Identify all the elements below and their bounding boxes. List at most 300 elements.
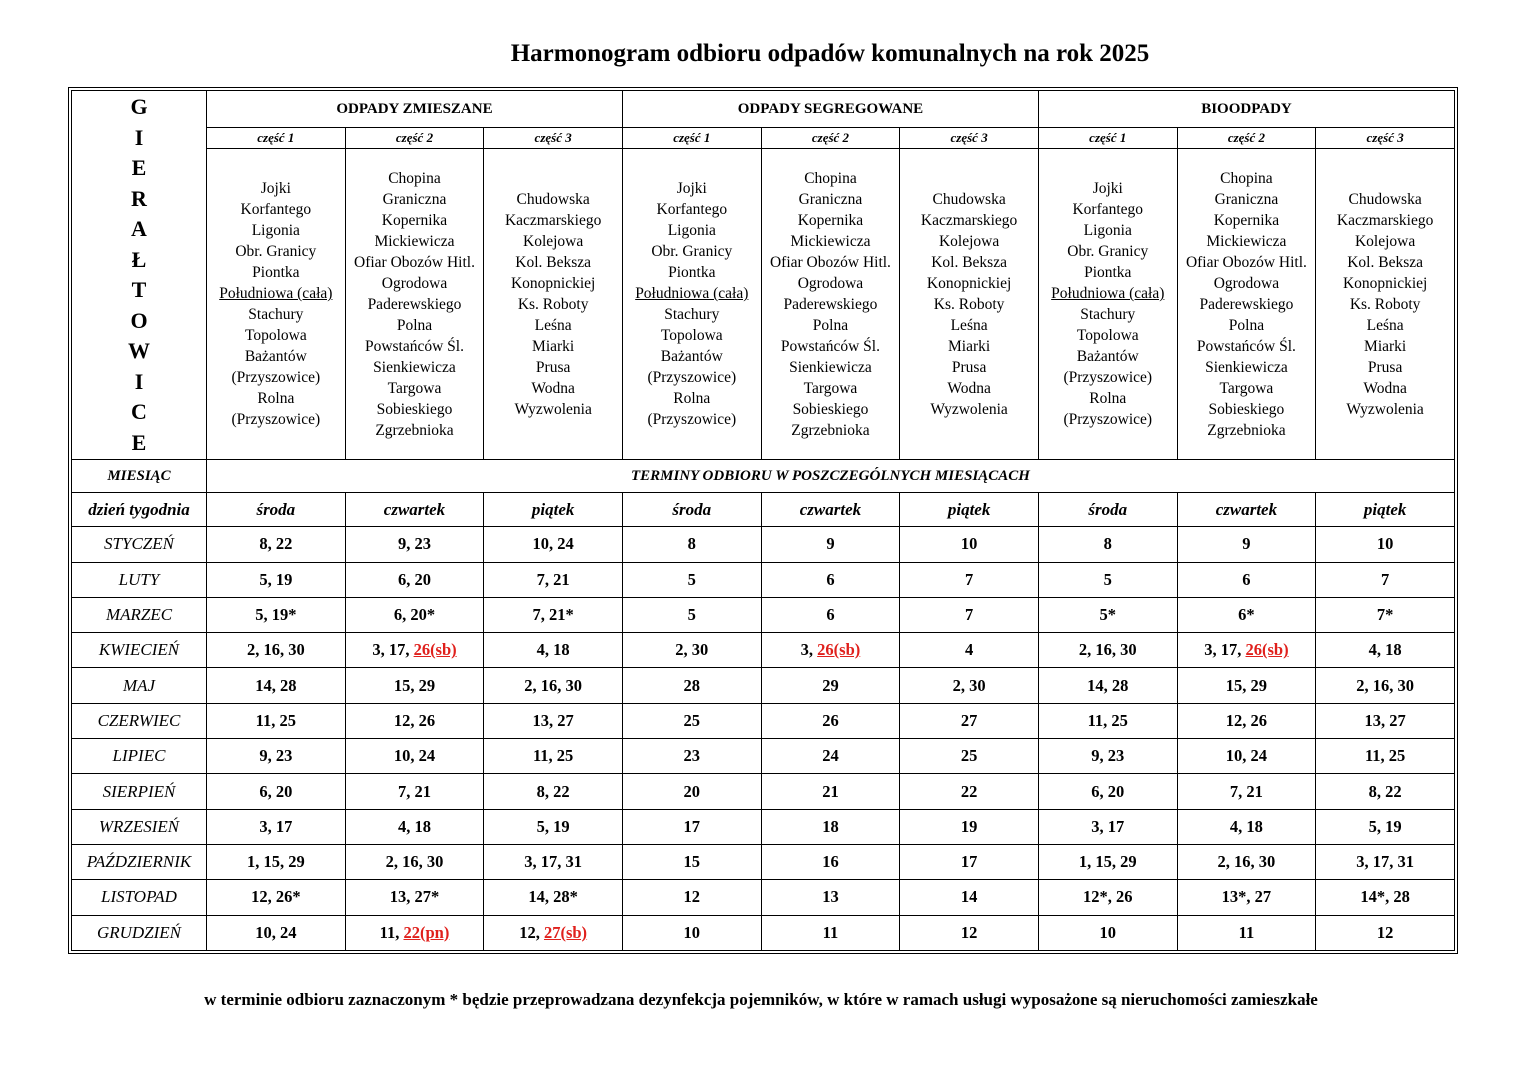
date-cell [1316,774,1455,809]
street-list [484,149,623,460]
street-name: Stachury [1080,306,1136,324]
date-cell [761,880,900,915]
date-cell [484,562,623,597]
date-text: 5, 19 [1368,816,1402,836]
street-name: Paderewskiego [1199,295,1294,313]
date-text: 28 [683,675,701,695]
date-cell [1316,845,1455,880]
street-name: Jojki [1092,180,1123,198]
street-name: Piontka [252,264,300,282]
street-name: Rolna [673,390,711,408]
date-text: 5, 19 [536,816,570,836]
date-cell [345,774,484,809]
street-name: Powstańców Śl. [1196,337,1296,355]
part-header: część 3 [900,128,1039,149]
month-name: KWIECIEŃ [72,633,207,668]
date-cell [1316,739,1455,774]
street-name: Rolna [257,390,295,408]
street-name: Rolna [1089,390,1127,408]
date-cell [484,845,623,880]
date-cell [622,527,761,562]
miesiac-label: MIESIĄC [72,460,207,493]
street-name: Sobieskiego [376,400,453,418]
date-cell [484,915,623,950]
date-cell [345,668,484,703]
date-text: 12*, 26 [1083,887,1133,907]
street-name: Wyzwolenia [1346,400,1424,418]
date-text: 10, 24 [393,746,436,766]
street-name: Kaczmarskiego [920,211,1018,229]
street-name: Chudowska [932,190,1006,208]
date-cell [484,880,623,915]
date-text: 3, 17 [259,816,293,836]
street-name: Kopernika [1213,211,1280,229]
date-text: 24 [822,746,839,766]
street-name: Prusa [1367,358,1403,376]
street-name: Jojki [676,180,707,198]
street-name: Południowa (cała) [1051,285,1165,303]
month-row [72,845,1455,880]
date-cell [207,562,346,597]
date-cell [207,739,346,774]
street-name: Chudowska [1348,190,1422,208]
date-text: 6, 20 [397,569,431,589]
date-cell [484,809,623,844]
date-text: 2, 16, 30 [1217,852,1276,872]
date-text: 12 [683,887,701,907]
street-name: Konopnickiej [1342,274,1428,292]
date-text: 4 [964,640,974,660]
street-name: Wyzwolenia [514,400,592,418]
date-cell [345,597,484,632]
date-cell [345,703,484,738]
date-cell [1316,915,1455,950]
street-name: Topolowa [244,327,307,345]
date-text: 4, 18 [536,640,570,660]
date-text: 4, 18 [1368,640,1402,660]
street-list [900,149,1039,460]
street-name: (Przyszowice) [647,411,737,429]
date-text: 6 [1242,569,1251,589]
street-name: Prusa [535,358,571,376]
street-name: Zgrzebnioka [375,421,454,439]
date-cell [1038,703,1177,738]
date-cell [900,915,1039,950]
date-cell [1316,703,1455,738]
date-text: 3, [800,640,818,660]
month-row [72,915,1455,950]
street-name: Ofiar Obozów Hitl. [769,253,891,271]
part-header: część 1 [207,128,346,149]
date-text: 11, 25 [1364,746,1406,766]
date-text: 12, 26 [393,710,436,730]
date-cell [207,633,346,668]
street-name: Kopernika [381,211,448,229]
street-name: Wodna [531,379,575,397]
street-name: Bażantów [660,348,723,366]
date-cell [761,527,900,562]
town-letter: C [131,399,147,425]
date-text: 14 [960,887,978,907]
street-name: Korfantego [240,201,312,219]
date-cell [761,562,900,597]
date-text: 7 [1381,569,1390,589]
date-cell [1316,562,1455,597]
date-text: 25 [960,746,978,766]
date-text: 11, 25 [1087,710,1128,730]
group-header-mixed: ODPADY ZMIESZANE [207,91,623,128]
date-cell [1038,562,1177,597]
town-letter: E [131,155,147,181]
date-text: 9, 23 [1091,746,1125,766]
street-name: Wodna [947,379,991,397]
date-cell [1177,633,1316,668]
street-name: (Przyszowice) [647,369,737,387]
date-text: 3, 17, [372,640,414,660]
date-text: 12, 26* [251,887,301,907]
street-name: Piontka [1084,264,1132,282]
street-name: Prusa [951,358,987,376]
date-text: 8, 22 [536,781,570,801]
date-cell [484,633,623,668]
street-name: Sobieskiego [1208,400,1285,418]
date-text: 2, 30 [952,675,986,695]
date-text: 15, 29 [393,675,436,695]
date-text: 10, 24 [255,922,297,942]
date-cell [761,739,900,774]
date-cell [1038,527,1177,562]
street-name: Mickiewicza [1206,232,1287,250]
date-cell [900,809,1039,844]
month-name: LIPIEC [72,739,207,774]
street-name: Ligonia [251,222,300,240]
street-list [1038,149,1177,460]
date-cell [622,739,761,774]
date-cell [761,668,900,703]
date-cell [1038,809,1177,844]
date-highlight: 26(sb) [413,640,457,660]
date-cell [761,915,900,950]
date-cell [484,597,623,632]
weekday-cell: czwartek [1177,493,1316,527]
date-text: 10 [1099,922,1117,942]
street-name: Ofiar Obozów Hitl. [1185,253,1307,271]
date-text: 6 [826,604,835,624]
date-text: 8, 22 [259,534,293,554]
date-cell [1177,668,1316,703]
street-name: Leśna [1366,316,1404,334]
date-text: 6 [826,569,835,589]
date-cell [1316,668,1455,703]
date-text: 2, 30 [675,640,709,660]
street-name: Konopnickiej [926,274,1012,292]
street-name: Sienkiewicza [373,358,456,376]
month-name: CZERWIEC [72,703,207,738]
street-name: Bażantów [244,348,307,366]
street-name: Ks. Roboty [517,295,589,313]
date-text: 17 [683,816,701,836]
date-text: 2, 16, 30 [385,852,444,872]
street-name: Ogrodowa [1213,274,1280,292]
date-cell [1177,845,1316,880]
date-text: 2, 16, 30 [524,675,583,695]
street-list [345,149,484,460]
date-text: 11 [1238,922,1255,942]
date-cell [1038,915,1177,950]
group-header-segregated: ODPADY SEGREGOWANE [622,91,1038,128]
date-text: 3, 17, [1204,640,1246,660]
date-cell [1177,774,1316,809]
date-cell [1177,703,1316,738]
weekday-cell: piątek [1316,493,1455,527]
date-cell [1038,739,1177,774]
date-text: 5 [687,604,696,624]
page-title: Harmonogram odbioru odpadów komunalnych na rok 2025 [510,40,1150,67]
month-row [72,633,1455,668]
street-name: Leśna [950,316,988,334]
street-list [761,149,900,460]
date-cell [622,809,761,844]
date-text: 7, 21 [397,781,431,801]
street-name: Obr. Granicy [1067,243,1149,261]
date-text: 11, [379,922,404,942]
date-cell [761,703,900,738]
street-name: Polna [812,316,849,334]
schedule-table [71,90,1455,951]
date-text: 16 [822,852,839,872]
date-cell [622,668,761,703]
street-name: Chopina [388,169,441,187]
date-text: 2, 16, 30 [1356,675,1414,695]
month-row [72,597,1455,632]
part-header: część 1 [622,128,761,149]
date-text: 23 [683,746,701,766]
date-cell [900,527,1039,562]
street-name: Sobieskiego [792,400,869,418]
month-name: PAŹDZIERNIK [72,845,207,880]
terminy-label: TERMINY ODBIORU W POSZCZEGÓLNYCH MIESIĄCACH [207,460,1455,493]
street-name: Topolowa [1076,327,1139,345]
date-text: 10, 24 [1225,746,1268,766]
street-name: Chudowska [516,190,590,208]
date-text: 5* [1099,604,1117,624]
weekday-cell: piątek [484,493,623,527]
date-text: 8 [687,534,696,554]
part-header: część 1 [1038,128,1177,149]
date-cell [900,774,1039,809]
date-cell [345,633,484,668]
street-name: Kol. Beksza [1347,253,1423,271]
date-cell [900,633,1039,668]
weekday-cell: środa [1038,493,1177,527]
date-cell [900,562,1039,597]
date-text: 29 [822,675,839,695]
town-letter: T [131,277,147,303]
date-cell [345,845,484,880]
date-text: 12 [1376,922,1394,942]
street-name: Paderewskiego [783,295,878,313]
date-cell [1038,668,1177,703]
date-text: 21 [822,781,839,801]
date-text: 2, 16, 30 [1078,640,1137,660]
date-text: 3, 17, 31 [524,852,583,872]
date-text: 11, 25 [532,746,574,766]
street-name: Miarki [532,337,575,355]
date-text: 13, 27 [532,710,574,730]
month-name: MAJ [72,668,207,703]
street-name: Targowa [387,379,442,397]
date-cell [207,597,346,632]
date-cell [207,703,346,738]
date-text: 6, 20 [259,781,293,801]
group-header-row [72,91,1455,128]
street-name: Wyzwolenia [930,400,1008,418]
date-text: 9, 23 [397,534,431,554]
footnote: w terminie odbioru zaznaczonym * będzie przeprowadzana dezynfekcja pojemników, w które w ramach usługi wyposażone są nieruchomości zamieszkałe [204,990,1318,1009]
date-text: 19 [960,816,978,836]
town-letter: G [130,94,148,120]
date-text: 7, 21* [532,604,574,624]
street-name: Obr. Granicy [651,243,733,261]
date-cell [207,527,346,562]
month-row [72,703,1455,738]
town-letter: I [134,124,144,150]
date-text: 1, 15, 29 [1078,852,1137,872]
street-name: Stachury [664,306,720,324]
date-text: 4, 18 [1229,816,1263,836]
month-row [72,668,1455,703]
date-cell [345,809,484,844]
date-cell [1038,880,1177,915]
date-text: 14*, 28 [1360,887,1410,907]
street-name: Kolejowa [938,232,1000,250]
date-text: 11 [822,922,839,942]
street-name: Leśna [534,316,572,334]
street-name: Południowa (cała) [635,285,749,303]
street-name: Chopina [1220,169,1273,187]
date-text: 7* [1376,604,1394,624]
date-cell [1177,597,1316,632]
date-text: 15 [683,852,701,872]
street-name: Ligonia [667,222,716,240]
date-cell [761,774,900,809]
street-name: Graniczna [1214,190,1279,208]
date-text: 3, 17, 31 [1356,852,1414,872]
street-name: (Przyszowice) [231,411,321,429]
town-name-vertical [72,91,207,460]
part-header: część 3 [1316,128,1455,149]
street-list [622,149,761,460]
street-name: Ofiar Obozów Hitl. [354,253,475,271]
street-name: Targowa [1219,379,1274,397]
date-cell [622,880,761,915]
date-cell [207,915,346,950]
month-row [72,562,1455,597]
street-name: Kopernika [797,211,864,229]
street-name: (Przyszowice) [1063,411,1153,429]
street-name: Ogrodowa [381,274,448,292]
street-name: Zgrzebnioka [1207,421,1286,439]
date-text: 12, 26 [1225,710,1268,730]
street-name: Ogrodowa [797,274,864,292]
date-cell [622,915,761,950]
group-header-bio: BIOODPADY [1038,91,1454,128]
street-name: Wodna [1363,379,1407,397]
date-text: 5 [687,569,696,589]
town-letter: I [134,368,144,394]
date-cell [900,739,1039,774]
date-cell [900,703,1039,738]
date-cell [1177,915,1316,950]
date-cell [1316,809,1455,844]
street-name: Stachury [248,306,304,324]
date-text: 14, 28* [528,887,578,907]
street-name: Korfantego [1072,201,1144,219]
date-cell [622,562,761,597]
town-letter: E [131,429,147,455]
date-cell [345,880,484,915]
street-name: Paderewskiego [367,295,462,313]
month-name: MARZEC [72,597,207,632]
month-name: GRUDZIEŃ [72,915,207,950]
date-text: 12 [960,922,978,942]
date-text: 18 [822,816,839,836]
date-text: 2, 16, 30 [246,640,305,660]
month-row [72,774,1455,809]
weekday-row [72,493,1455,527]
weekday-cell: środa [622,493,761,527]
street-list [1316,149,1455,460]
date-cell [1316,597,1455,632]
date-cell [207,774,346,809]
date-text: 8, 22 [1368,781,1402,801]
street-name: Bażantów [1076,348,1139,366]
date-cell [761,845,900,880]
date-cell [1038,597,1177,632]
date-cell [1177,880,1316,915]
date-text: 10 [960,534,978,554]
schedule-table-frame [68,87,1458,954]
date-cell [1177,527,1316,562]
date-text: 8 [1103,534,1112,554]
town-letter: Ł [131,246,147,272]
street-name: Sienkiewicza [1205,358,1288,376]
street-name: Kol. Beksza [515,253,592,271]
street-name: Powstańców Śl. [364,337,464,355]
date-text: 6, 20* [393,604,436,624]
date-text: 13 [822,887,839,907]
date-cell [900,668,1039,703]
date-cell [207,845,346,880]
date-text: 9 [1242,534,1251,554]
town-letter: R [131,185,147,211]
street-name: Miarki [1364,337,1407,355]
street-name: Miarki [948,337,991,355]
street-name: Chopina [804,169,857,187]
date-cell [1316,633,1455,668]
date-cell [900,880,1039,915]
date-cell [622,633,761,668]
street-name: Korfantego [656,201,728,219]
street-name: Kolejowa [1354,232,1416,250]
date-text: 6, 20 [1091,781,1125,801]
date-text: 10 [1376,534,1394,554]
street-name: Graniczna [798,190,863,208]
month-row [72,527,1455,562]
street-name: Powstańców Śl. [780,337,880,355]
date-cell [345,915,484,950]
date-text: 13, 27 [1364,710,1406,730]
